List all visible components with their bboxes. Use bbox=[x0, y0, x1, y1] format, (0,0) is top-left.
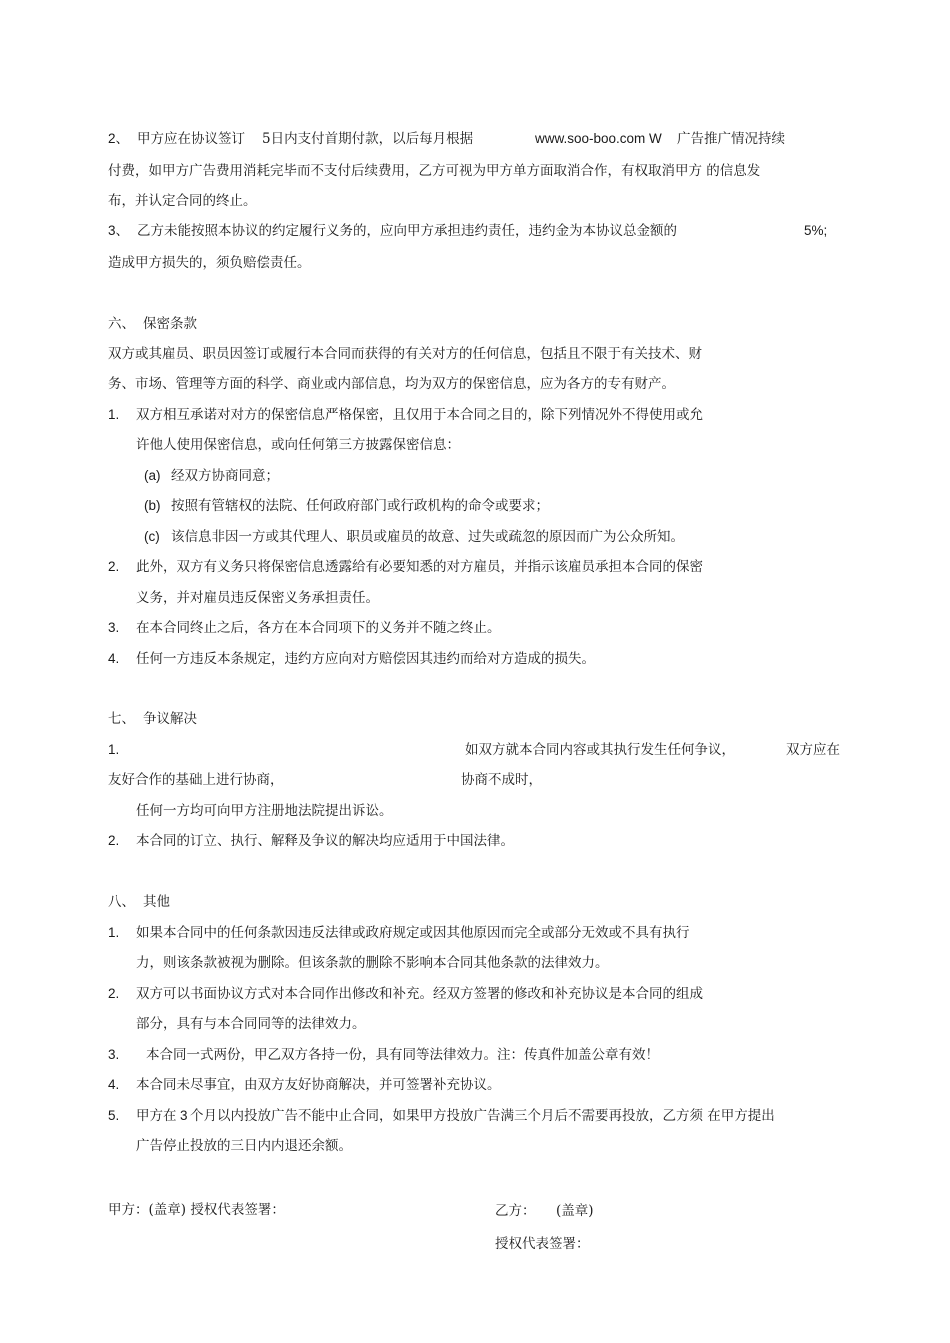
clause-text: 本合同一式两份，甲乙双方各持一份，具有同等法律效力。注：传真件加盖公章有效！ bbox=[146, 1047, 659, 1063]
party-b-signature-line: 授权代表签署： bbox=[495, 1236, 590, 1252]
clause-text: 如双方就本合同内容或其执行发生任何争议， bbox=[465, 742, 735, 758]
clause-text: 广告停止投放的三日内内退还余额。 bbox=[136, 1138, 352, 1154]
clause-number: 3、 bbox=[108, 223, 130, 238]
clause-text: 任何一方均可向甲方注册地法院提出诉讼。 bbox=[136, 803, 393, 819]
clause-number: 2、 bbox=[108, 131, 130, 146]
clause-text: 许他人使用保密信息，或向任何第三方披露保密信息： bbox=[136, 437, 460, 453]
clause-number: 1. bbox=[108, 742, 120, 757]
clause-text: 此外，双方有义务只将保密信息透露给有必要知悉的对方雇员，并指示该雇员承担本合同的保密 bbox=[136, 559, 703, 575]
sub-clause-label: (b) bbox=[144, 498, 161, 513]
clause-text: 双方应在 bbox=[786, 742, 840, 758]
clause-text: 3 bbox=[180, 1108, 188, 1123]
clause-text: 5日内支付首期付款，以后每月根据 bbox=[262, 131, 474, 147]
clause-number: 2. bbox=[108, 833, 120, 848]
clause-text: 本合同未尽事宜，由双方友好协商解决，并可签署补充协议。 bbox=[136, 1077, 501, 1093]
clause-text: 任何一方违反本条规定，违约方应向对方赔偿因其违约而给对方造成的损失。 bbox=[136, 651, 595, 667]
section-heading: 争议解决 bbox=[143, 711, 197, 727]
clause-text: 双方可以书面协议方式对本合同作出修改和补充。经双方签署的修改和补充协议是本合同的组成 bbox=[136, 986, 703, 1002]
sub-clause-text: 按照有管辖权的法院、任何政府部门或行政机构的命令或要求； bbox=[171, 498, 549, 514]
clause-text: 部分，具有与本合同同等的法律效力。 bbox=[136, 1016, 366, 1032]
clause-number: 2. bbox=[108, 559, 120, 574]
section-number: 八、 bbox=[108, 894, 135, 910]
clause-text: 布，并认定合同的终止。 bbox=[108, 193, 257, 209]
sub-clause-label: (c) bbox=[144, 529, 160, 544]
clause-text: 甲方应在协议签订 bbox=[137, 131, 245, 147]
sub-clause-text: 该信息非因一方或其代理人、职员或雇员的故意、过失或疏忽的原因而广为公众所知。 bbox=[171, 529, 684, 545]
clause-text: 双方相互承诺对对方的保密信息严格保密，且仅用于本合同之目的，除下列情况外不得使用或允 bbox=[136, 407, 703, 423]
clause-text: 义务，并对雇员违反保密义务承担责任。 bbox=[136, 590, 379, 606]
clause-text: 友好合作的基础上进行协商， bbox=[108, 772, 284, 788]
clause-number: 4. bbox=[108, 651, 120, 666]
paragraph-text: 双方或其雇员、职员因签订或履行本合同而获得的有关对方的任何信息，包括且不限于有关技术、财 bbox=[108, 346, 702, 362]
clause-text: 付费，如甲方广告费用消耗完毕而不支付后续费用，乙方可视为甲方单方面取消合作，有权取消甲方 的信息发 bbox=[108, 163, 761, 179]
paragraph-text: 务、市场、管理等方面的科学、商业或内部信息，均为双方的保密信息，应为各方的专有财产。 bbox=[108, 376, 675, 392]
party-b-seal: (盖章) bbox=[556, 1203, 594, 1219]
party-a-signature-line: 甲方：(盖章) 授权代表签署： bbox=[108, 1202, 285, 1218]
clause-number: 4. bbox=[108, 1077, 120, 1092]
clause-text: 如果本合同中的任何条款因违反法律或政府规定或因其他原因而完全或部分无效或不具有执行 bbox=[136, 925, 690, 941]
clause-text: 广告推广情况持续 bbox=[677, 131, 785, 147]
clause-number: 5. bbox=[108, 1108, 120, 1123]
clause-number: 1. bbox=[108, 407, 120, 422]
clause-text: 本合同的订立、执行、解释及争议的解决均应适用于中国法律。 bbox=[136, 833, 514, 849]
section-number: 七、 bbox=[108, 711, 135, 727]
website-url: www.soo-boo.com W bbox=[535, 131, 662, 146]
party-b-label: 乙方： bbox=[495, 1203, 536, 1219]
section-number: 六、 bbox=[108, 316, 135, 332]
section-heading: 保密条款 bbox=[143, 316, 197, 332]
sub-clause-text: 经双方协商同意； bbox=[171, 468, 279, 484]
clause-text: 协商不成时， bbox=[461, 772, 542, 788]
clause-number: 3. bbox=[108, 620, 120, 635]
clause-text: 力，则该条款被视为删除。但该条款的删除不影响本合同其他条款的法律效力。 bbox=[136, 955, 609, 971]
clause-text: 在本合同终止之后，各方在本合同项下的义务并不随之终止。 bbox=[136, 620, 501, 636]
section-heading: 其他 bbox=[143, 894, 170, 910]
sub-clause-label: (a) bbox=[144, 468, 161, 483]
clause-text: 甲方在 bbox=[136, 1108, 177, 1124]
clause-text: 个月以内投放广告不能中止合同，如果甲方投放广告满三个月后不需要再投放，乙方须 在甲方提出 bbox=[190, 1108, 775, 1124]
clause-number: 2. bbox=[108, 986, 120, 1001]
clause-text: 乙方未能按照本协议的约定履行义务的，应向甲方承担违约责任，违约金为本协议总金额的 bbox=[137, 223, 677, 239]
penalty-percent: 5%; bbox=[804, 223, 828, 238]
clause-number: 1. bbox=[108, 925, 120, 940]
clause-number: 3. bbox=[108, 1047, 120, 1062]
clause-text: 造成甲方损失的，须负赔偿责任。 bbox=[108, 255, 311, 271]
